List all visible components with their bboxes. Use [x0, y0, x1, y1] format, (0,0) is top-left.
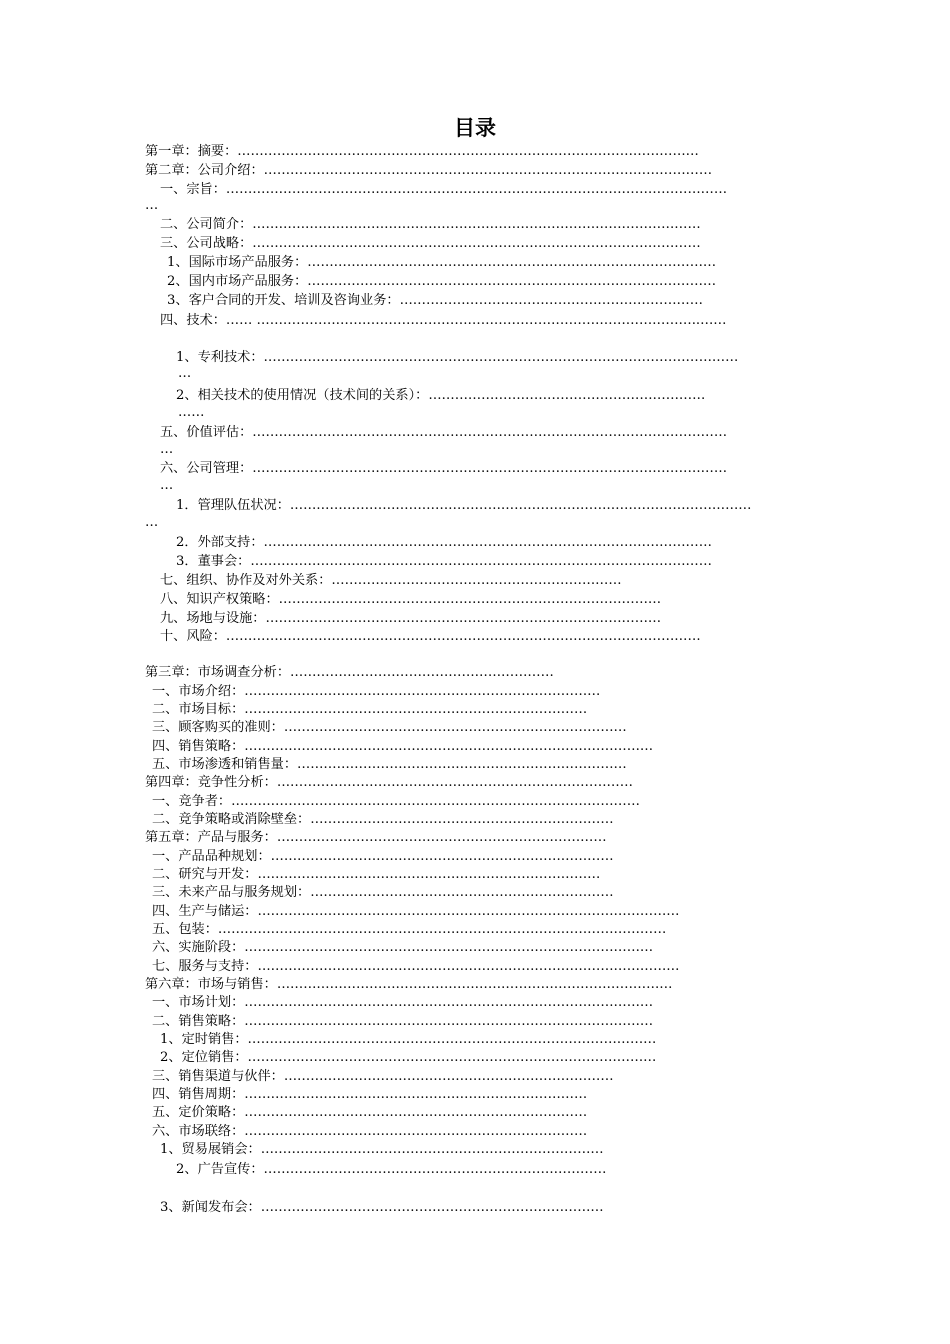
toc-chapter: 第四章：竞争性分析：………………………………………………………………………	[145, 775, 633, 790]
toc-entry: 一、竞争者：…………………………………………………………………………………	[152, 794, 640, 809]
toc-entry: 二、竞争策略或消除壁垒：……………………………………………………………	[152, 812, 614, 827]
toc-entry: 2、定位销售：…………………………………………………………………………………	[160, 1050, 657, 1065]
toc-entry: 三、公司战略：…………………………………………………………………………………………	[160, 236, 701, 251]
toc-entry: 五、包装：…………………………………………………………………………………………	[152, 922, 667, 937]
toc-entry: 四、销售周期：……………………………………………………………………	[152, 1087, 588, 1102]
toc-entry: 六、公司管理：………………………………………………………………………………………………	[160, 461, 728, 476]
toc-entry: 一、市场计划：…………………………………………………………………………………	[152, 995, 654, 1010]
toc-entry: 1、贸易展销会：……………………………………………………………………	[160, 1142, 604, 1157]
toc-entry: 六、市场联络：……………………………………………………………………	[152, 1124, 588, 1139]
toc-entry: 二、研究与开发：……………………………………………………………………	[152, 867, 601, 882]
toc-entry: 四、技术：…… ………………………………………………………………………………………..……	[160, 313, 727, 328]
toc-entry: 五、定价策略：……………………………………………………………………	[152, 1105, 588, 1120]
toc-entry: 一、宗旨：……………………………………………………………………………………………………	[160, 182, 728, 197]
toc-entry-continuation: …	[145, 515, 159, 530]
toc-entry: 七、服务与支持：……………………………………………………………………………………	[152, 959, 680, 974]
toc-chapter: 第五章：产品与服务：…………………………………………………………………	[145, 830, 607, 845]
toc-entry: 1、定时销售：…………………………………………………………………………………	[160, 1032, 657, 1047]
toc-entry: 二、销售策略：…………………………………………………………………………………	[152, 1014, 654, 1029]
toc-entry: 二、公司简介：…………………………………………………………………………………………	[160, 217, 701, 232]
toc-entry: 1、国际市场产品服务：…………………………………………………………………………………	[167, 255, 717, 270]
toc-entry: 一、市场介绍：………………………………………………………………………	[152, 684, 601, 699]
toc-entry: 1、专利技术：………………………………………………………………………………………………	[176, 350, 739, 365]
toc-entry: 二、市场目标：……………………………………………………………………	[152, 702, 588, 717]
toc-entry-continuation: …	[178, 366, 192, 381]
toc-entry: 第二章：公司介绍：…………………………………………………………………………………………	[145, 163, 713, 178]
toc-entry-continuation: …	[145, 198, 159, 213]
toc-entry-continuation: ……	[178, 405, 205, 420]
toc-entry: 3、客户合同的开发、培训及咨询业务：……………………………………………………………	[167, 293, 703, 308]
toc-entry: 一、产品品种规划：……………………………………………………………………	[152, 849, 614, 864]
toc-entry: 九、场地与设施：………………………………………………………………………………	[160, 611, 662, 626]
toc-entry: 三、顾客购买的准则：……………………………………………………………………	[152, 720, 627, 735]
toc-entry: 2、广告宣传：……………………………………………………………………	[176, 1162, 607, 1177]
toc-entry: 四、生产与储运：……………………………………………………………………………………	[152, 904, 680, 919]
toc-entry: 2、国内市场产品服务：…………………………………………………………………………………	[167, 274, 717, 289]
toc-entry-continuation: …	[160, 478, 174, 493]
toc-entry: 六、实施阶段：…………………………………………………………………………………	[152, 940, 654, 955]
toc-entry: 2．外部支持：…………………………………………………………………………………………	[176, 535, 712, 550]
toc-entry: 七、组织、协作及对外关系：…………………………………………………………	[160, 573, 622, 588]
toc-chapter: 第三章：市场调查分析：……………………………………………………	[145, 665, 554, 680]
toc-entry: 三、销售渠道与伙伴：…………………………………………………………………	[152, 1069, 614, 1084]
toc-entry: 十、风险：………………………………………………………………………………………………	[160, 629, 701, 644]
toc-entry: 八、知识产权策略：……………………………………………………………………………	[160, 592, 662, 607]
toc-entry: 四、销售策略：…………………………………………………………………………………	[152, 739, 654, 754]
toc-entry: 3．董事会：……………………………………………………………………………………………	[176, 554, 712, 569]
toc-entry: 三、未来产品与服务规划：……………………………………………………………	[152, 885, 614, 900]
toc-entry: 五、价值评估：………………………………………………………………………………………………	[160, 425, 728, 440]
toc-chapter: 第六章：市场与销售：………………………………………………………………………………	[145, 977, 673, 992]
toc-entry: 五、市场渗透和销售量：…………………………………………………………………	[152, 757, 627, 772]
toc-entry: 3、新闻发布会：……………………………………………………………………	[160, 1200, 604, 1215]
toc-title: 目录	[454, 116, 496, 140]
toc-entry: 2、相关技术的使用情况（技术间的关系）：………………………………………………………	[176, 388, 706, 403]
toc-entry: 第一章：摘要：……………………………………………………………………………………………	[145, 144, 699, 159]
toc-entry: 1．管理队伍状况：……………………………………………………………………………………………	[176, 498, 752, 513]
toc-entry-continuation: …	[160, 442, 174, 457]
